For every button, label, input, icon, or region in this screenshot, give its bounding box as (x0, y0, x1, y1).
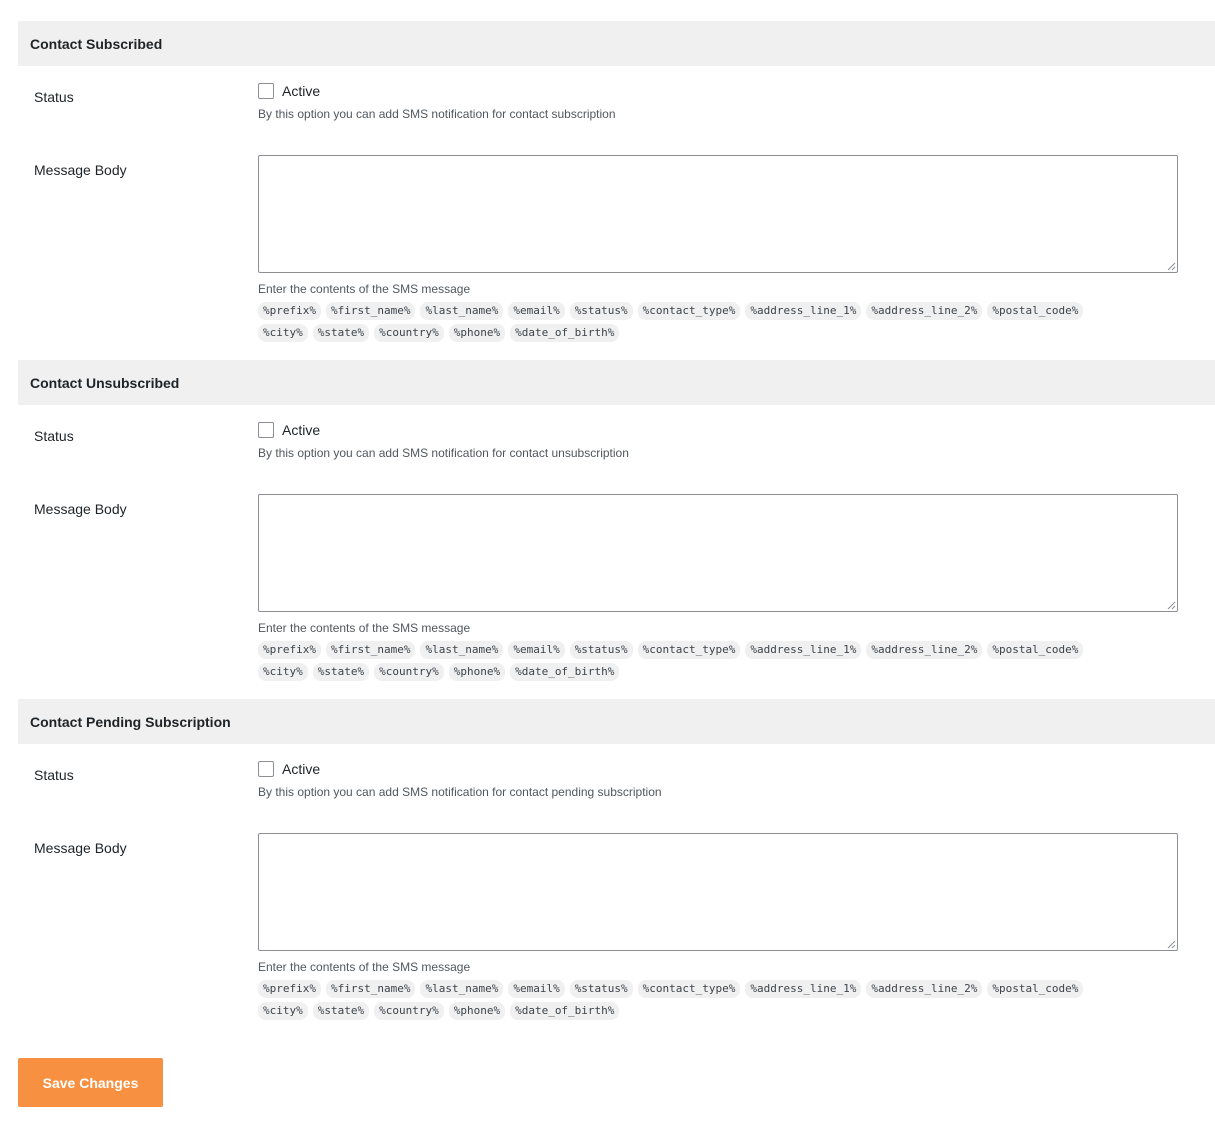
tag-last-name[interactable]: %last_name% (420, 641, 503, 659)
active-checkbox-label: Active (282, 83, 321, 99)
message-body-label: Message Body (34, 501, 127, 517)
status-label: Status (34, 428, 74, 444)
tag-phone[interactable]: %phone% (449, 663, 505, 681)
message-hint: Enter the contents of the SMS message (258, 282, 471, 296)
section-contact-unsubscribed (18, 360, 1215, 699)
tag-state[interactable]: %state% (313, 324, 369, 342)
tag-address-line-1[interactable]: %address_line_1% (745, 302, 861, 320)
tag-last-name[interactable]: %last_name% (420, 302, 503, 320)
tag-postal-code[interactable]: %postal_code% (987, 641, 1083, 659)
tag-first-name[interactable]: %first_name% (326, 302, 415, 320)
message-hint: Enter the contents of the SMS message (258, 960, 471, 974)
tag-address-line-2[interactable]: %address_line_2% (866, 980, 982, 998)
tag-row (258, 324, 1203, 346)
tag-city[interactable]: %city% (258, 663, 308, 681)
tag-date-of-birth[interactable]: %date_of_birth% (510, 324, 619, 342)
tag-status[interactable]: %status% (570, 641, 633, 659)
message-body-textarea[interactable] (258, 833, 1178, 951)
active-checkbox[interactable] (258, 422, 274, 438)
tag-prefix[interactable]: %prefix% (258, 641, 321, 659)
message-body-textarea[interactable] (258, 155, 1178, 273)
resize-grip-icon[interactable] (1167, 601, 1176, 610)
section-title: Contact Unsubscribed (18, 360, 1215, 405)
active-checkbox-row[interactable] (258, 761, 320, 777)
message-body-label: Message Body (34, 162, 127, 178)
tag-prefix[interactable]: %prefix% (258, 302, 321, 320)
active-checkbox[interactable] (258, 761, 274, 777)
tag-date-of-birth[interactable]: %date_of_birth% (510, 1002, 619, 1020)
active-checkbox-label: Active (282, 422, 321, 438)
tag-status[interactable]: %status% (570, 302, 633, 320)
tag-country[interactable]: %country% (374, 324, 444, 342)
tag-phone[interactable]: %phone% (449, 1002, 505, 1020)
tag-email[interactable]: %email% (508, 641, 564, 659)
tag-first-name[interactable]: %first_name% (326, 980, 415, 998)
tag-row (258, 641, 1203, 663)
tag-postal-code[interactable]: %postal_code% (987, 980, 1083, 998)
tag-state[interactable]: %state% (313, 1002, 369, 1020)
tag-prefix[interactable]: %prefix% (258, 980, 321, 998)
tag-country[interactable]: %country% (374, 663, 444, 681)
tag-contact-type[interactable]: %contact_type% (638, 980, 741, 998)
section-title: Contact Pending Subscription (18, 699, 1215, 744)
tag-address-line-1[interactable]: %address_line_1% (745, 641, 861, 659)
resize-grip-icon[interactable] (1167, 262, 1176, 271)
tag-first-name[interactable]: %first_name% (326, 641, 415, 659)
tag-row (258, 663, 1203, 685)
tag-last-name[interactable]: %last_name% (420, 980, 503, 998)
status-description: By this option you can add SMS notification for contact pending subscription (258, 785, 662, 799)
section-contact-subscribed (18, 21, 1215, 360)
section-title: Contact Subscribed (18, 21, 1215, 66)
tag-address-line-1[interactable]: %address_line_1% (745, 980, 861, 998)
placeholder-tags (258, 641, 1203, 685)
message-body-textarea[interactable] (258, 494, 1178, 612)
active-checkbox-row[interactable] (258, 83, 320, 99)
status-description: By this option you can add SMS notification for contact subscription (258, 107, 616, 121)
tag-state[interactable]: %state% (313, 663, 369, 681)
active-checkbox-label: Active (282, 761, 321, 777)
section-body (18, 405, 1215, 699)
tag-contact-type[interactable]: %contact_type% (638, 302, 741, 320)
tag-contact-type[interactable]: %contact_type% (638, 641, 741, 659)
save-changes-button[interactable]: Save Changes (18, 1058, 163, 1107)
tag-city[interactable]: %city% (258, 1002, 308, 1020)
tag-address-line-2[interactable]: %address_line_2% (866, 641, 982, 659)
tag-postal-code[interactable]: %postal_code% (987, 302, 1083, 320)
message-body-label: Message Body (34, 840, 127, 856)
tag-date-of-birth[interactable]: %date_of_birth% (510, 663, 619, 681)
resize-grip-icon[interactable] (1167, 940, 1176, 949)
tag-email[interactable]: %email% (508, 980, 564, 998)
message-hint: Enter the contents of the SMS message (258, 621, 471, 635)
tag-phone[interactable]: %phone% (449, 324, 505, 342)
tag-status[interactable]: %status% (570, 980, 633, 998)
active-checkbox-row[interactable] (258, 422, 320, 438)
status-label: Status (34, 767, 74, 783)
tag-country[interactable]: %country% (374, 1002, 444, 1020)
section-body (18, 66, 1215, 360)
tag-city[interactable]: %city% (258, 324, 308, 342)
status-label: Status (34, 89, 74, 105)
tag-row (258, 302, 1203, 324)
active-checkbox[interactable] (258, 83, 274, 99)
status-description: By this option you can add SMS notification for contact unsubscription (258, 446, 629, 460)
section-body (18, 744, 1215, 1038)
placeholder-tags (258, 980, 1203, 1024)
tag-row (258, 1002, 1203, 1024)
section-contact-pending-subscription (18, 699, 1215, 1038)
tag-row (258, 980, 1203, 1002)
tag-address-line-2[interactable]: %address_line_2% (866, 302, 982, 320)
tag-email[interactable]: %email% (508, 302, 564, 320)
placeholder-tags (258, 302, 1203, 346)
